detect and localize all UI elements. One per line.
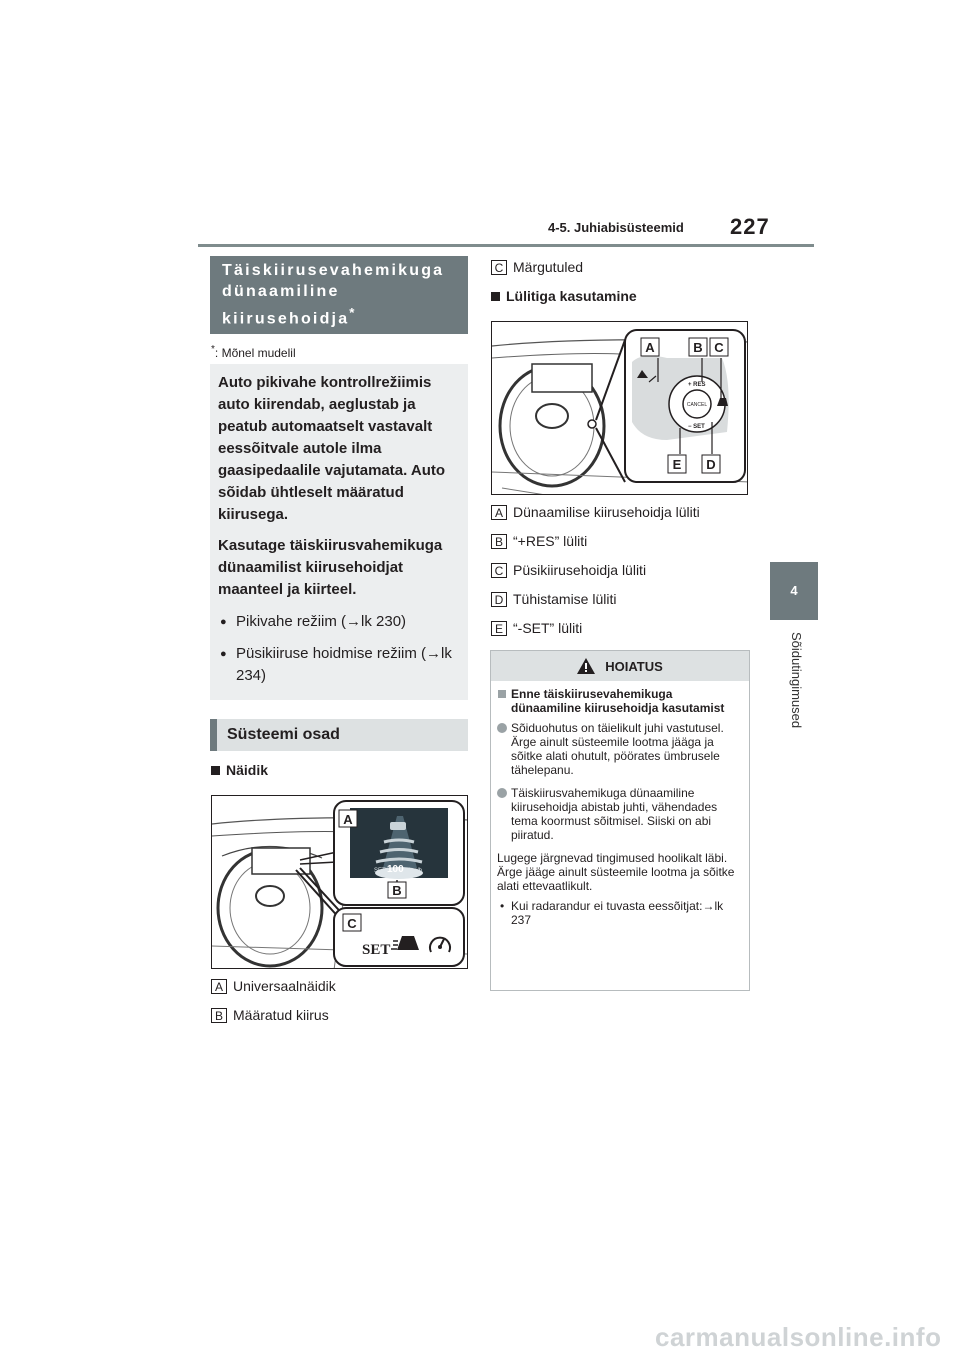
legend-text: “+RES” lüliti	[513, 533, 588, 549]
legend-item	[491, 259, 583, 275]
warning-link-item[interactable]: • Kui radarandur ei tuvasta eessõitjat:→lk 237	[497, 899, 743, 927]
title-asterisk: *	[349, 305, 357, 321]
cancel-button-label: CANCEL	[686, 402, 708, 408]
intro-box	[210, 364, 468, 700]
legend-letter: C	[491, 563, 507, 578]
chapter-tab[interactable]: 4	[770, 562, 818, 620]
callout-b-label: B	[693, 340, 703, 355]
set-switch-label: − SET	[688, 424, 705, 430]
subsection-heading: Süsteemi osad	[210, 719, 468, 751]
legend-item	[491, 533, 587, 549]
intro-bullet: ● Püsikiiruse hoidmise režiim (→lk 234)	[218, 643, 460, 687]
legend-letter: A	[491, 505, 507, 520]
legend-letter: C	[491, 260, 507, 275]
warning-body	[491, 681, 749, 933]
chapter-heading: 4-5. Juhiabisüsteemid	[548, 220, 684, 235]
page-number: 227	[730, 214, 770, 239]
indicator-heading: Näidik	[211, 762, 268, 778]
warning-paragraph: Lugege järgnevad tingimused hoolikalt läbi. Ärge jääge ainult süsteemile lootma ja sõitke alati ettevaatlikult.	[497, 851, 735, 893]
legend-text: Püsikiirusehoidja lüliti	[513, 562, 647, 578]
callout-b-label: B	[392, 883, 402, 898]
warning-bullet: Täiskiirusvahemikuga dünaamiline kiirusehoidja abistab juhti, vähendades tema koormust sõitmisel. Siiski on abi piiratud.	[497, 786, 743, 842]
warning-heading: Enne täiskiirusevahemikuga dünaamiline kiirusehoidja kasutamist	[497, 687, 743, 715]
switch-illustration	[491, 321, 748, 495]
steering-switch-drawing	[492, 322, 748, 495]
section-title-box	[210, 256, 468, 334]
switch-heading: Lülitiga kasutamine	[491, 288, 637, 304]
warning-bullet: Sõiduohutus on täielikult juhi vastutusel. Ärge ainult süsteemile lootma jääga ja sõitke alati ohutult, pöörates ümbrusele tähelepanu.	[497, 721, 743, 777]
dashboard-drawing	[212, 796, 468, 969]
set-speed-value: 100	[387, 864, 404, 875]
callout-a-label: A	[343, 812, 353, 827]
chapter-tab-label: Sõidutingimused	[789, 632, 804, 729]
legend-letter: A	[211, 979, 227, 994]
indicator-illustration	[211, 795, 468, 969]
footnote-text: : Mõnel mudelil	[214, 346, 296, 360]
legend-letter: E	[491, 621, 507, 636]
legend-item	[491, 620, 582, 636]
legend-letter: D	[491, 592, 507, 607]
callout-a-label: A	[645, 340, 655, 355]
watermark: carmanualsonline.info	[655, 1322, 942, 1352]
legend-item	[491, 591, 616, 607]
section-title: Täiskiirusevahemikuga dünaamiline kiirusehoidja	[222, 262, 445, 328]
footnote-mark: *	[211, 344, 215, 355]
intro-paragraph-2: Kasutage täiskiirusvahemikuga dünaamilist kiirusehoidjat maanteel ja kiirteel.	[218, 537, 443, 598]
legend-text: Märgutuled	[513, 259, 584, 275]
warning-header	[491, 651, 749, 681]
callout-c-label: C	[347, 916, 357, 931]
intro-paragraph-1: Auto pikivahe kontrollrežiimis auto kiirendab, aeglustab ja peatub automaatselt vastavalt eessõitvale autole ilma gaasipedaalile vajutamata. Auto sõidab ühtleselt määratud kiirusega.	[218, 374, 446, 523]
legend-letter: B	[211, 1008, 227, 1023]
warning-box	[490, 650, 750, 991]
legend-item	[211, 1007, 329, 1023]
callout-c-label: C	[714, 340, 724, 355]
square-bullet-icon	[211, 766, 220, 775]
legend-text: Tühistamise lüliti	[513, 591, 617, 607]
set-indicator-label: SET	[362, 942, 391, 958]
square-bullet-icon	[491, 292, 500, 301]
header-rule	[198, 244, 814, 247]
set-small-label: SET	[374, 868, 386, 874]
footnote	[211, 344, 296, 360]
legend-text: “-SET” lüliti	[513, 620, 583, 636]
legend-text: Määratud kiirus	[233, 1007, 329, 1023]
legend-item	[491, 504, 700, 520]
speed-unit: km/h	[409, 868, 423, 874]
intro-bullet: ● Pikivahe režiim (→lk 230)	[218, 611, 460, 633]
legend-text: Dünaamilise kiirusehoidja lüliti	[513, 504, 700, 520]
legend-item	[491, 562, 646, 578]
callout-e-label: E	[672, 457, 682, 472]
warning-triangle-icon	[577, 658, 595, 674]
res-switch-label: + RES	[688, 382, 706, 388]
legend-letter: B	[491, 534, 507, 549]
warning-title: HOIATUS	[605, 658, 663, 674]
callout-d-label: D	[706, 457, 716, 472]
legend-text: Universaalnäidik	[233, 978, 336, 994]
legend-item	[211, 978, 336, 994]
